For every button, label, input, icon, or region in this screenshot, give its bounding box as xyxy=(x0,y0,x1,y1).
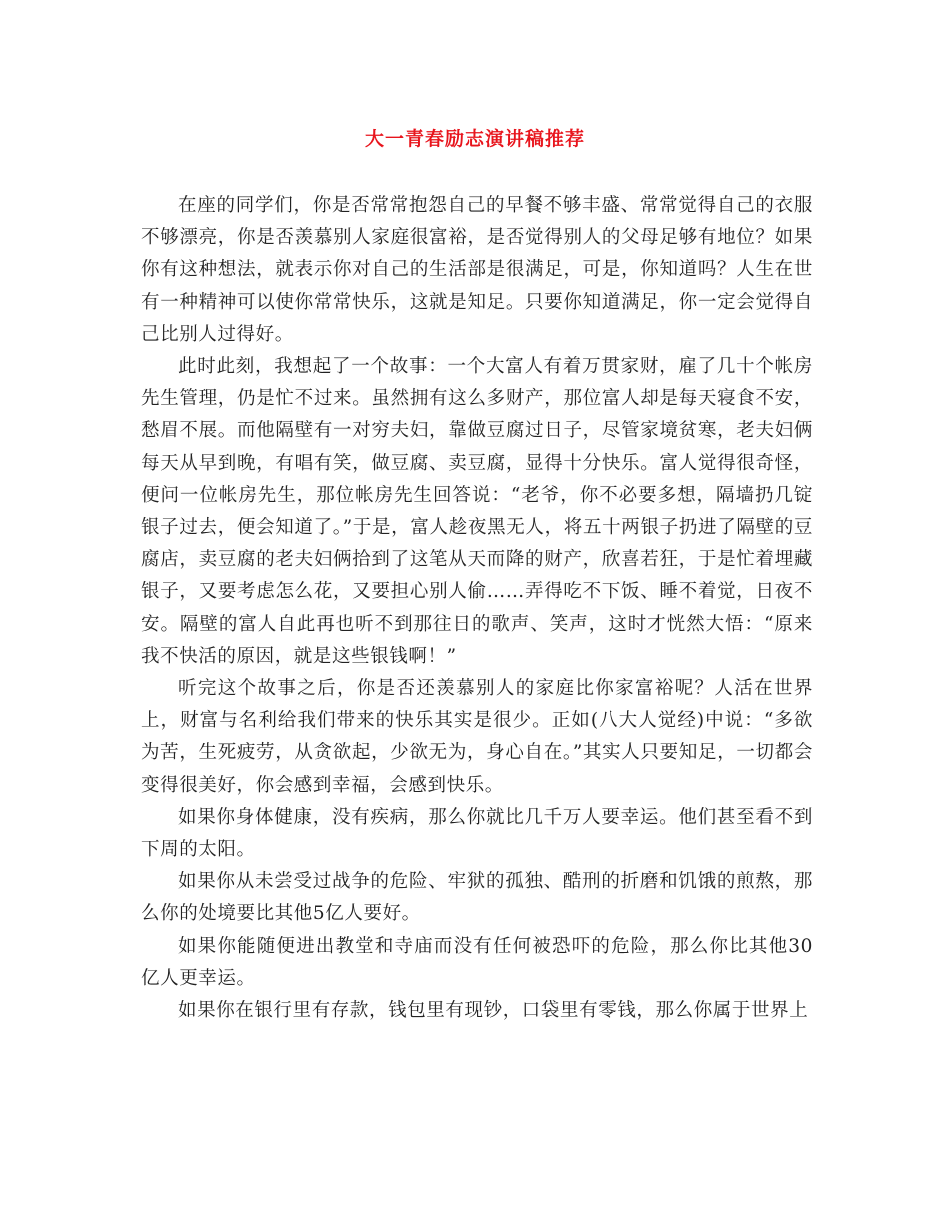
paragraph: 如果你身体健康，没有疾病，那么你就比几千万人要幸运。他们甚至看不到下周的太阳。 xyxy=(141,806,813,861)
paragraph: 如果你从未尝受过战争的危险、牢狱的孤独、酷刑的折磨和饥饿的煎熬，那么你的处境要比其他5亿人要好。 xyxy=(141,871,813,925)
paragraph: 在座的同学们，你是否常常抱怨自己的早餐不够丰盛、常常觉得自己的衣服不够漂亮，你是否羡慕别人家庭很富裕，是否觉得别人的父母足够有地位？如果你有这种想法，就表示你对自己的生活部是很满足，可是，你知道吗？人生在世有一种精神可以使你常常快乐，这就是知足。只要你知道满足，你一定会觉得自己比别人过得好。 xyxy=(141,195,813,345)
paragraph: 如果你在银行里有存款，钱包里有现钞，口袋里有零钱，那么你属于世界上 xyxy=(178,1000,809,1022)
paragraph: 如果你能随便进出教堂和寺庙而没有任何被恐吓的危险，那么你比其他30亿人更幸运。 xyxy=(141,935,813,989)
document-title: 大一青春励志演讲稿推荐 xyxy=(364,128,585,150)
paragraph: 此时此刻，我想起了一个故事：一个大富人有着万贯家财，雇了几十个帐房先生管理，仍是忙不过来。虽然拥有这么多财产，那位富人却是每天寝食不安，愁眉不展。而他隔壁有一对穷夫妇，靠做豆腐过日子，尽管家境贫寒，老夫妇俩每天从早到晚，有唱有笑，做豆腐、卖豆腐，显得十分快乐。富人觉得很奇怪，便问一位帐房先生，那位帐房先生回答说：“老爷，你不必要多想，隔墙扔几锭银子过去，便会知道了。”于是，富人趁夜黑无人，将五十两银子扔进了隔壁的豆腐店，卖豆腐的老夫妇俩拾到了这笔从天而降的财产，欣喜若狂，于是忙着埋藏银子，又要考虑怎么花，又要担心别人偷……弄得吃不下饭、睡不着觉，日夜不安。隔壁的富人自此再也听不到那往日的歌声、笑声，这时才恍然大悟：“原来我不快活的原因，就是这些银钱啊！” xyxy=(141,356,813,667)
paragraph: 听完这个故事之后，你是否还羡慕别人的家庭比你家富裕呢？人活在世界上，财富与名利给我们带来的快乐其实是很少。正如(八大人觉经)中说：“多欲为苦，生死疲劳，从贪欲起，少欲无为，身心自在。”其实人只要知足，一切都会变得很美好，你会感到幸福，会感到快乐。 xyxy=(141,678,813,796)
document-body xyxy=(141,190,813,1027)
